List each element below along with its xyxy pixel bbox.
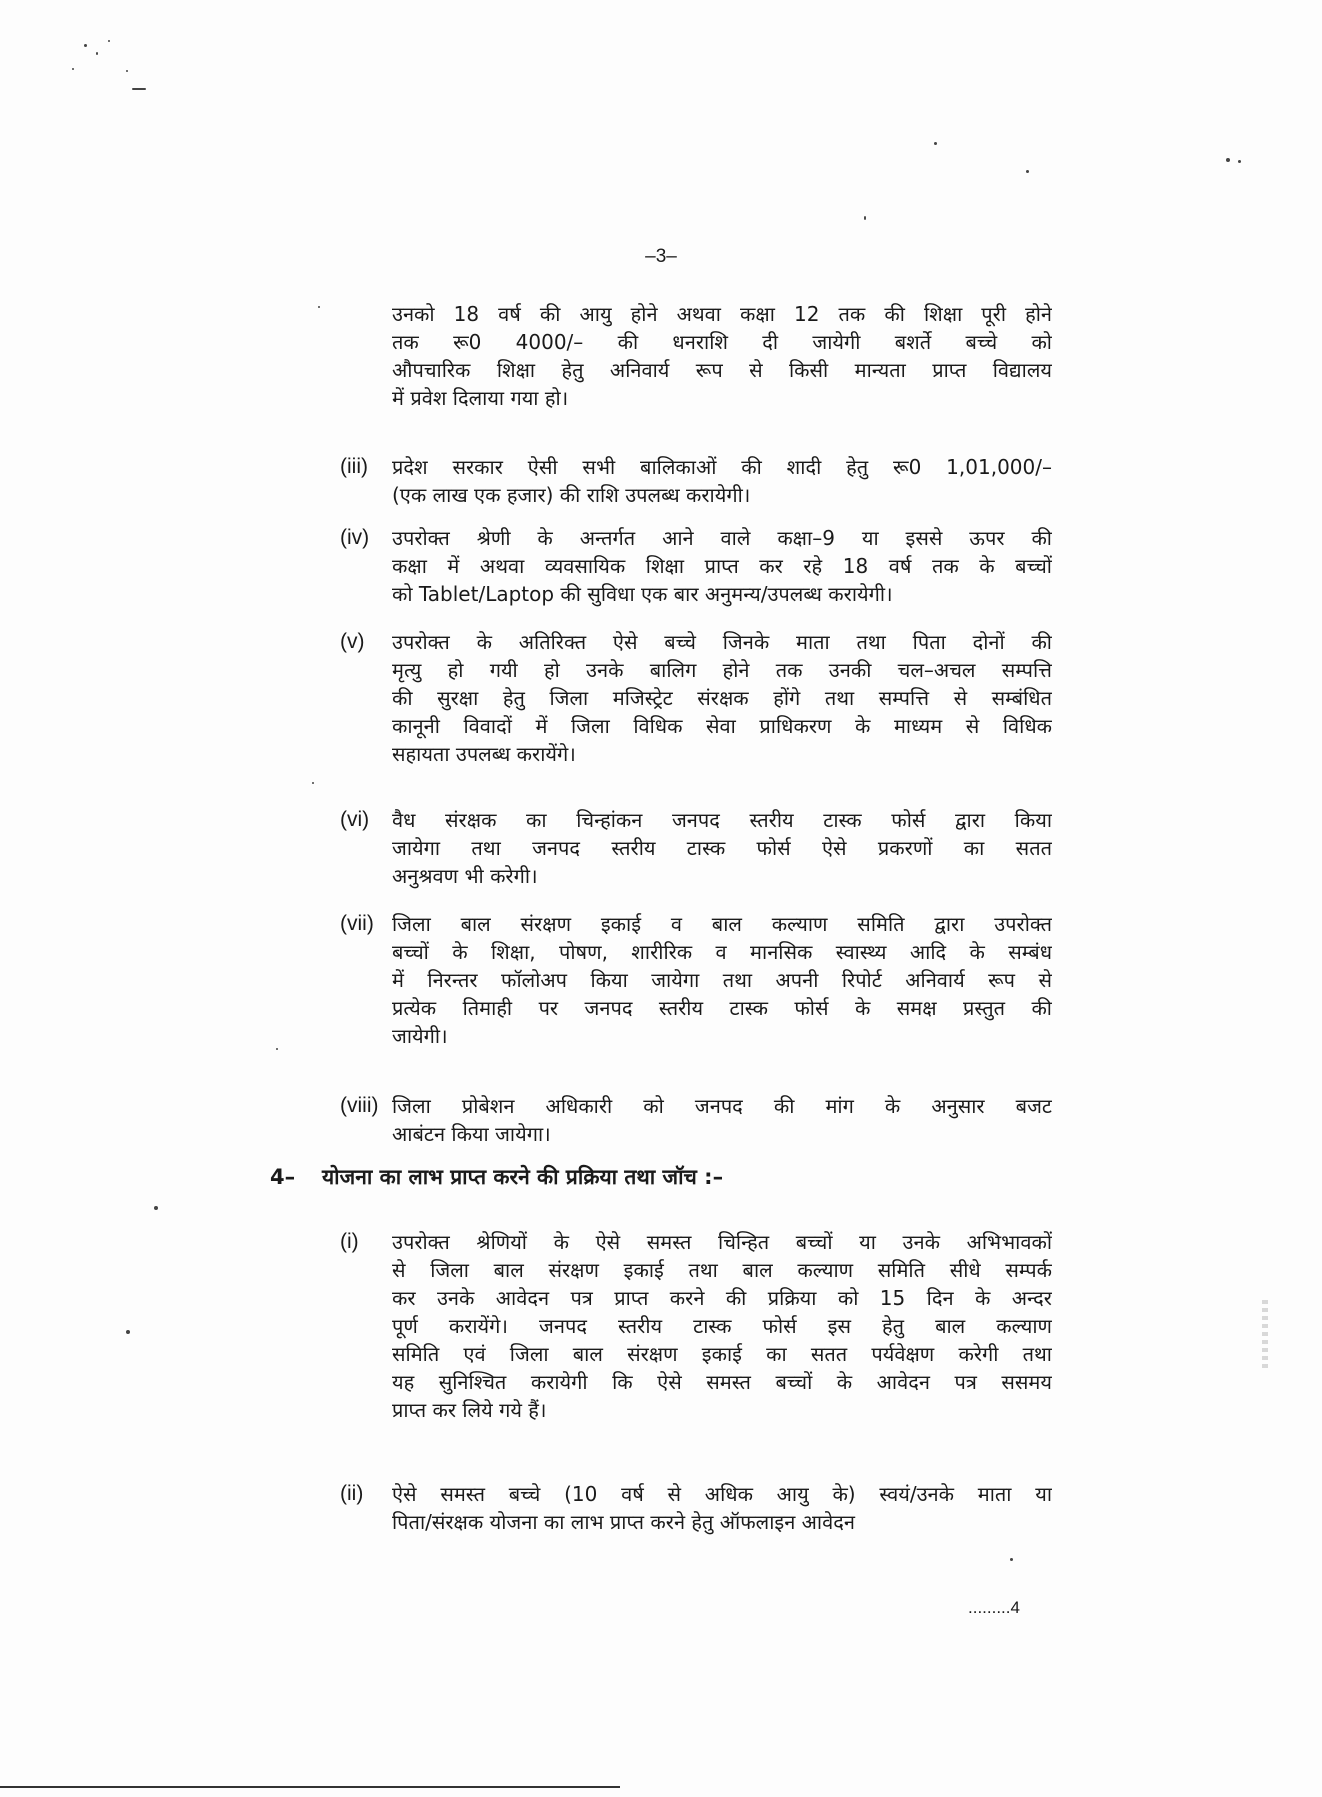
text-line: से जिला बाल संरक्षण इकाई तथा बाल कल्याण समिति सीधे सम्पर्क	[392, 1258, 1052, 1282]
item-label: (ii)	[340, 1482, 364, 1505]
text-line: अनुश्रवण भी करेगी।	[392, 864, 538, 888]
text-line: सहायता उपलब्ध करायेंगे।	[392, 742, 576, 766]
scan-edge-line	[0, 1786, 620, 1788]
text-line: में निरन्तर फॉलोअप किया जायेगा तथा अपनी रिपोर्ट अनिवार्य रूप से	[392, 968, 1052, 992]
item-body	[392, 1092, 1052, 1148]
text-line: में प्रवेश दिलाया गया हो।	[392, 386, 569, 410]
item-body	[392, 1480, 1052, 1536]
scan-speck	[1226, 158, 1230, 162]
text-line: जायेगी।	[392, 1024, 448, 1048]
section-heading	[270, 1162, 1070, 1192]
text-line: उनको 18 वर्ष की आयु होने अथवा कक्षा 12 तक की शिक्षा पूरी होने	[392, 302, 1052, 326]
section-number: 4–	[270, 1165, 296, 1189]
scan-speck	[154, 1206, 158, 1210]
scan-stamp-mark	[1262, 1300, 1268, 1370]
scan-speck	[108, 40, 110, 42]
scan-speck	[126, 1330, 130, 1334]
text-line: बच्चों के शिक्षा, पोषण, शारीरिक व मानसिक स्वास्थ्य आदि के सम्बंध	[392, 940, 1052, 964]
item-label: (iii)	[340, 455, 368, 478]
text-line: औपचारिक शिक्षा हेतु अनिवार्य रूप से किसी मान्यता प्राप्त विद्यालय	[392, 358, 1052, 382]
item-body	[392, 910, 1052, 1050]
scan-speck	[276, 1048, 278, 1050]
text-line: (एक लाख एक हजार) की राशि उपलब्ध करायेगी।	[392, 483, 751, 507]
text-line: यह सुनिश्चित करायेगी कि ऐसे समस्त बच्चों के आवेदन पत्र ससमय	[392, 1370, 1052, 1394]
text-line: पिता/संरक्षक योजना का लाभ प्राप्त करने हेतु ऑफलाइन आवेदन	[392, 1510, 855, 1534]
text-line: समिति एवं जिला बाल संरक्षण इकाई का सतत पर्यवेक्षण करेगी तथा	[392, 1342, 1052, 1366]
text-line: की सुरक्षा हेतु जिला मजिस्ट्रेट संरक्षक होंगे तथा सम्पत्ति से सम्बंधित	[392, 686, 1052, 710]
page-continuation-marker: .........4	[968, 1598, 1020, 1617]
text-line: प्रदेश सरकार ऐसी सभी बालिकाओं की शादी हेतु रू0 1,01,000/–	[392, 455, 1052, 479]
page-number: –3–	[645, 246, 677, 267]
item-label: (iv)	[340, 526, 370, 549]
section-title: योजना का लाभ प्राप्त करने की प्रक्रिया तथा जॉच :–	[322, 1165, 724, 1189]
continuation-paragraph	[392, 300, 1052, 412]
text-line: तक रू0 4000/– की धनराशि दी जायेगी बशर्ते बच्चे को	[392, 330, 1052, 354]
scan-speck	[84, 44, 87, 47]
item-body	[392, 806, 1052, 890]
text-line: आबंटन किया जायेगा।	[392, 1122, 551, 1146]
scan-speck	[1238, 160, 1241, 163]
text-line: प्रत्येक तिमाही पर जनपद स्तरीय टास्क फोर्स के समक्ष प्रस्तुत की	[392, 996, 1052, 1020]
item-label: (vi)	[340, 808, 370, 831]
item-label: (viii)	[340, 1094, 379, 1117]
text-line: मृत्यु हो गयी हो उनके बालिग होने तक उनकी चल–अचल सम्पत्ति	[392, 658, 1052, 682]
text-line: कानूनी विवादों में जिला विधिक सेवा प्राधिकरण के माध्यम से विधिक	[392, 714, 1052, 738]
scan-speck	[96, 52, 98, 55]
item-body	[392, 628, 1052, 768]
item-label: (vii)	[340, 912, 374, 935]
scan-speck	[72, 68, 74, 70]
item-label: (v)	[340, 630, 365, 653]
text-line: जायेगा तथा जनपद स्तरीय टास्क फोर्स ऐसे प्रकरणों का सतत	[392, 836, 1052, 860]
scan-speck	[132, 88, 146, 90]
text-line: कक्षा में अथवा व्यवसायिक शिक्षा प्राप्त कर रहे 18 वर्ष तक के बच्चों	[392, 554, 1052, 578]
text-line: प्राप्त कर लिये गये हैं।	[392, 1398, 547, 1422]
text-line: ऐसे समस्त बच्चे (10 वर्ष से अधिक आयु के) स्वयं/उनके माता या	[392, 1482, 1052, 1506]
text-line: को Tablet/Laptop की सुविधा एक बार अनुमन्य/उपलब्ध करायेगी।	[392, 582, 893, 606]
scan-speck	[934, 142, 937, 145]
item-label: (i)	[340, 1230, 359, 1253]
scan-speck	[318, 306, 320, 308]
text-line: वैध संरक्षक का चिन्हांकन जनपद स्तरीय टास्क फोर्स द्वारा किया	[392, 808, 1052, 832]
text-line: पूर्ण करायेंगे। जनपद स्तरीय टास्क फोर्स इस हेतु बाल कल्याण	[392, 1314, 1052, 1338]
scan-speck	[1010, 1558, 1013, 1561]
scan-speck	[126, 70, 128, 72]
text-line: जिला प्रोबेशन अधिकारी को जनपद की मांग के अनुसार बजट	[392, 1094, 1052, 1118]
item-body	[392, 524, 1052, 608]
scan-speck	[1026, 170, 1029, 173]
text-line: उपरोक्त श्रेणी के अन्तर्गत आने वाले कक्षा–9 या इससे ऊपर की	[392, 526, 1052, 550]
text-line: उपरोक्त के अतिरिक्त ऐसे बच्चे जिनके माता तथा पिता दोनों की	[392, 630, 1052, 654]
item-body	[392, 1228, 1052, 1424]
scan-speck	[864, 216, 866, 220]
item-body	[392, 453, 1052, 509]
text-line: उपरोक्त श्रेणियों के ऐसे समस्त चिन्हित बच्चों या उनके अभिभावकों	[392, 1230, 1052, 1254]
text-line: कर उनके आवेदन पत्र प्राप्त करने की प्रक्रिया को 15 दिन के अन्दर	[392, 1286, 1052, 1310]
text-line: जिला बाल संरक्षण इकाई व बाल कल्याण समिति द्वारा उपरोक्त	[392, 912, 1052, 936]
scan-speck	[312, 782, 314, 784]
